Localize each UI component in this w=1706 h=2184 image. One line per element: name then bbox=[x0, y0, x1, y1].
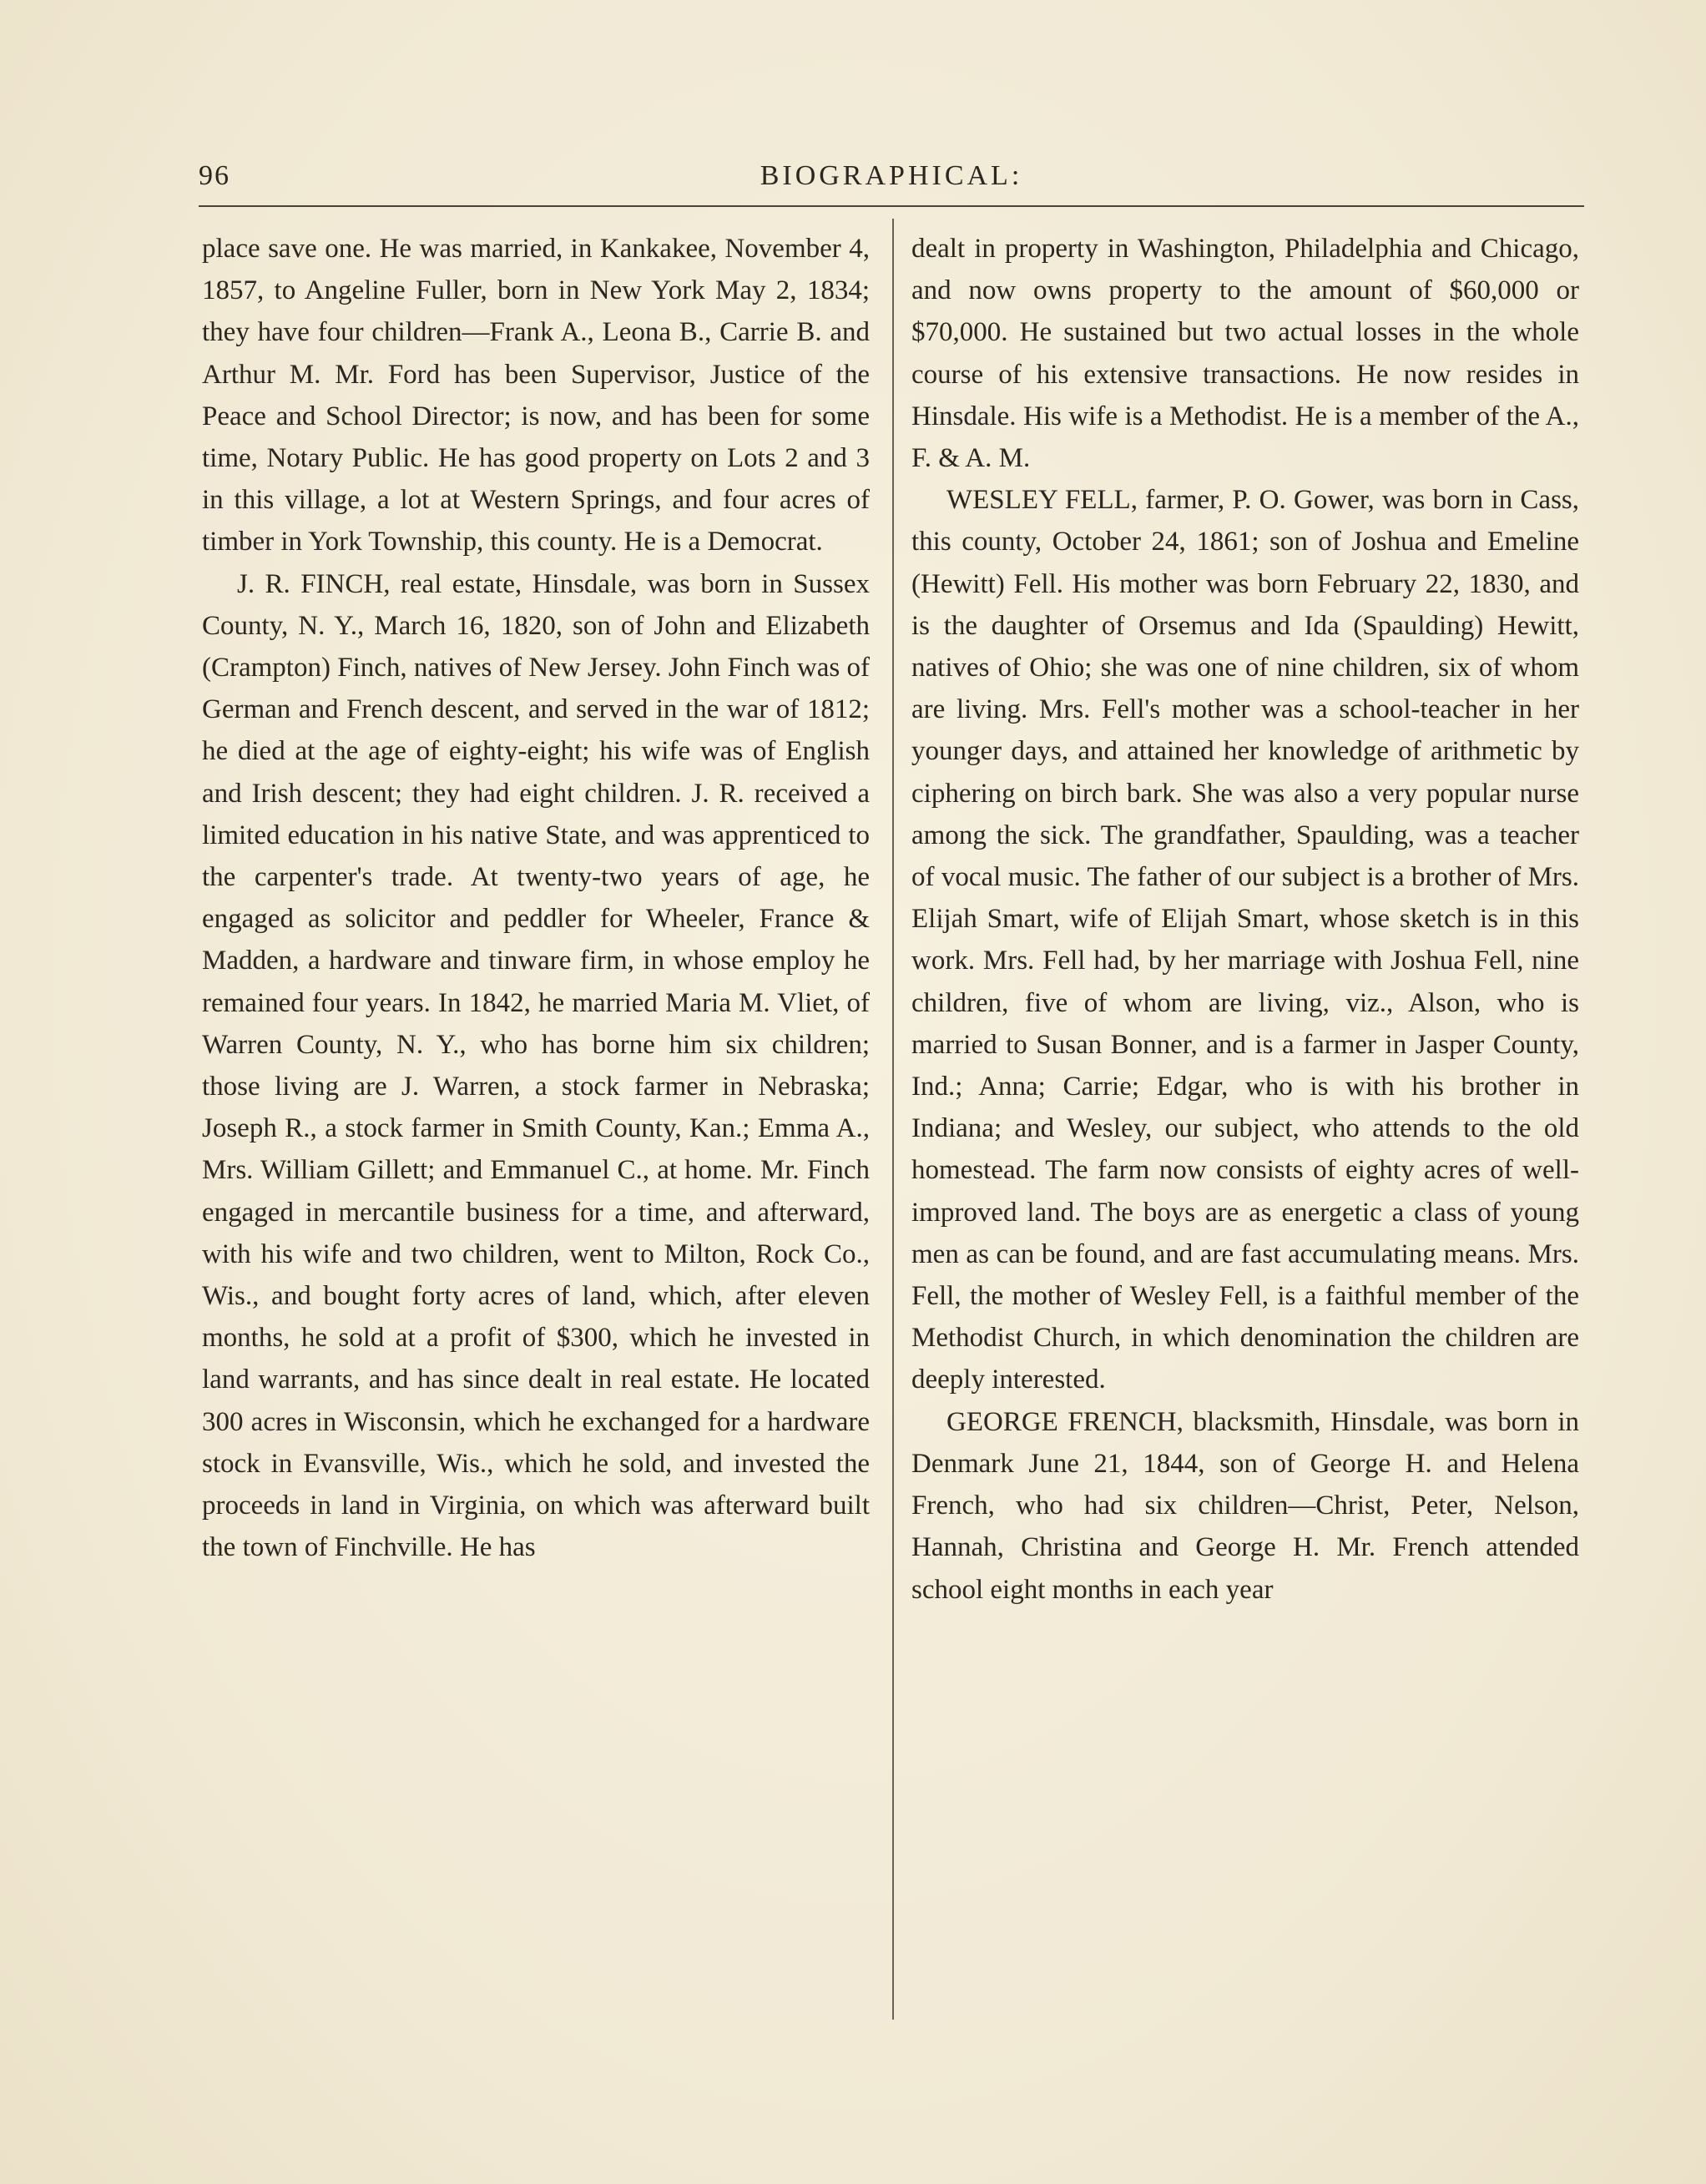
paragraph: dealt in property in Washington, Philadelphia and Chicago, and now owns property to the amount of $60,000 or $70,000. He sustained but two actual losses in the whole course of his extensive transactions. He now resides in Hinsdale. His wife is a Methodist. He is a member of the A., F. & A. M. bbox=[911, 234, 1579, 474]
paragraph: WESLEY FELL, farmer, P. O. Gower, was born in Cass, this county, October 24, 1861; son of Joshua and Emeline (Hewitt) Fell. His mother was born February 22, 1830, and is the daughter of Orsemus and Ida (Spaulding) Hewitt, natives of Ohio; she was one of nine children, six of whom are living. Mrs. Fell's mother was a school-teacher in her younger days, and attained her knowledge of arithmetic by ciphering on birch bark. She was also a very popular nurse among the sick. The grandfather, Spaulding, was a teacher of vocal music. The father of our subject is a brother of Mrs. Elijah Smart, wife of Elijah Smart, whose sketch is in this work. Mrs. Fell had, by her marriage with Joshua Fell, nine children, five of whom are living, viz., Alson, who is married to Susan Bonner, and is a farmer in Jasper County, Ind.; Anna; Carrie; Edgar, who is with his brother in Indiana; and Wesley, our subject, who attends to the old homestead. The farm now consists of eighty acres of well-improved land. The boys are as energetic a class of young men as can be found, and are fast accumulating means. Mrs. Fell, the mother of Wesley Fell, is a faithful member of the Methodist Church, in which denomination the children are deeply interested. bbox=[911, 485, 1579, 1395]
paragraph: place save one. He was married, in Kankakee, November 4, 1857, to Angeline Fuller, born in New York May 2, 1834; they have four children—Frank A., Leona B., Carrie B. and Arthur M. Mr. Ford has been Supervisor, Justice of the Peace and School Director; is now, and has been for some time, Notary Public. He has good property on Lots 2 and 3 in this village, a lot at Western Springs, and four acres of timber in York Township, this county. He is a Democrat. bbox=[202, 234, 870, 557]
column-divider bbox=[892, 219, 894, 2020]
running-head: BIOGRAPHICAL: bbox=[760, 160, 1023, 191]
right-column bbox=[911, 228, 1579, 1611]
paragraph: GEORGE FRENCH, blacksmith, Hinsdale, was born in Denmark June 21, 1844, son of George H. and Helena French, who had six children—Christ, Peter, Nelson, Hannah, Christina and George H. Mr. French attended school eight months in each year bbox=[911, 1406, 1579, 1605]
header-rule bbox=[199, 205, 1584, 207]
page-header bbox=[199, 160, 1584, 202]
left-column bbox=[202, 228, 870, 1569]
paragraph: J. R. FINCH, real estate, Hinsdale, was born in Sussex County, N. Y., March 16, 1820, son of John and Elizabeth (Crampton) Finch, natives of New Jersey. John Finch was of German and French descent, and served in the war of 1812; he died at the age of eighty-eight; his wife was of English and Irish descent; they had eight children. J. R. received a limited education in his native State, and was apprenticed to the carpenter's trade. At twenty-two years of age, he engaged as solicitor and peddler for Wheeler, France & Madden, a hardware and tinware firm, in whose employ he remained four years. In 1842, he married Maria M. Vliet, of Warren County, N. Y., who has borne him six children; those living are J. Warren, a stock farmer in Nebraska; Joseph R., a stock farmer in Smith County, Kan.; Emma A., Mrs. William Gillett; and Emmanuel C., at home. Mr. Finch engaged in mercantile business for a time, and afterward, with his wife and two children, went to Milton, Rock Co., Wis., and bought forty acres of land, which, after eleven months, he sold at a profit of $300, which he invested in land warrants, and has since dealt in real estate. He located 300 acres in Wisconsin, which he exchanged for a hardware stock in Evansville, Wis., which he sold, and invested the proceeds in land in Virginia, on which was afterward built the town of Finchville. He has bbox=[202, 568, 870, 1563]
page-number: 96 bbox=[199, 160, 230, 191]
